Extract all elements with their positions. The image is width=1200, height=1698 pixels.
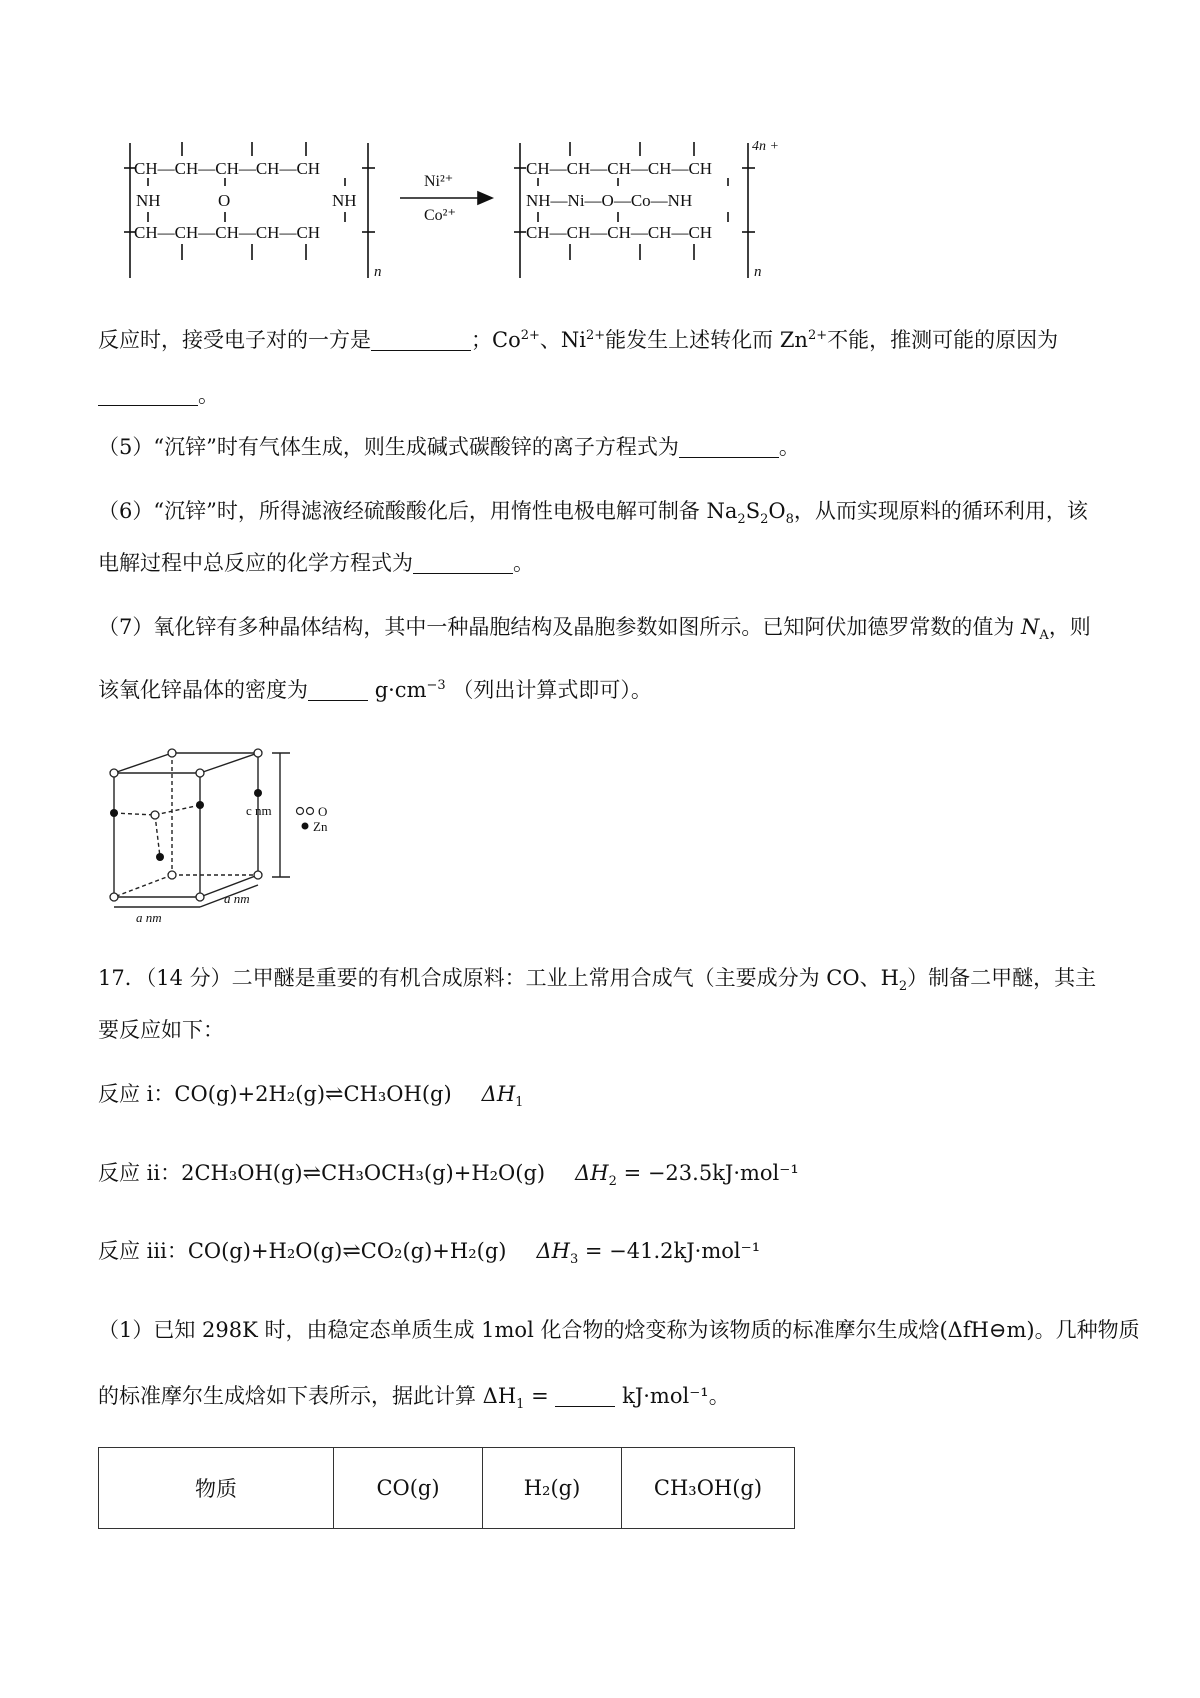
reaction-ii-lhs: 2CH₃OH(g)	[181, 1161, 303, 1185]
equilibrium-arrow-icon: ⇌	[302, 1161, 322, 1186]
standard-enthalpy-symbol: (ΔfH⊖m)	[939, 1318, 1035, 1342]
q6-sub-3: 8	[785, 512, 794, 528]
q6-line2	[98, 548, 534, 578]
reaction-ii-dh-sub: 2	[608, 1174, 617, 1190]
q17-h2-sub: 2	[898, 979, 908, 995]
q7-blank	[308, 678, 368, 701]
table-header-h2: H₂(g)	[483, 1448, 622, 1529]
table-header-ch3oh: CH₃OH(g)	[622, 1448, 795, 1529]
avogadro-subscript: A	[1039, 628, 1049, 644]
q7-text-b: ，则	[1048, 615, 1091, 639]
q17-p1-unit: kJ·mol⁻¹	[622, 1384, 709, 1408]
q7-line1	[98, 612, 1091, 642]
polymer-reaction-diagram	[100, 128, 820, 288]
q17-p1-equals: =	[531, 1384, 549, 1408]
right-polymer-row2: NH—Ni—O—Co—NH	[526, 191, 693, 210]
q6-s: S	[745, 499, 761, 523]
a-dimension-label-1: a nm	[136, 910, 162, 925]
enthalpy-table	[98, 1447, 795, 1529]
q17-intro-line1	[98, 963, 1096, 993]
q4-text-d: 不能，推测可能的原因为	[827, 328, 1059, 352]
left-polymer-subscript: n	[374, 264, 382, 280]
q6-line2-text: 电解过程中总反应的化学方程式为	[98, 551, 413, 575]
q6-line1	[98, 496, 1088, 526]
q4-line2	[98, 380, 219, 410]
q17-intro-a: 17．（14 分）二甲醚是重要的有机合成原料：工业上常用合成气（主要成分为 CO、H	[98, 966, 899, 990]
reaction-i-dh: ΔH	[481, 1082, 516, 1106]
reaction-iii-label: 反应 iii：	[98, 1239, 188, 1263]
q6-sub-2: 2	[760, 512, 769, 528]
q5-line	[98, 432, 800, 462]
arrow-label-co: Co²⁺	[424, 207, 456, 224]
q6-sub-1: 2	[737, 512, 746, 528]
q17-intro-line2-text: 要反应如下：	[98, 1018, 224, 1042]
q17-intro-line2	[98, 1015, 224, 1045]
reaction-iii-dh-sub: 3	[569, 1252, 579, 1268]
q4-text-b: ；Co	[471, 328, 521, 352]
reaction-iii-rhs: CO₂(g)+H₂(g)	[360, 1239, 507, 1263]
reaction-iii	[98, 1236, 760, 1267]
q6-text-a: （6）“沉锌”时，所得滤液经硫酸酸化后，用惰性电极电解可制备 Na	[98, 499, 738, 523]
q4-end: 。	[198, 383, 219, 407]
reaction-ii	[98, 1158, 799, 1189]
right-polymer-row1: CH—CH—CH—CH—CH	[526, 159, 713, 178]
c-dimension-label: c nm	[246, 803, 272, 818]
q17-p1-dh-sub: 1	[516, 1397, 525, 1413]
right-polymer-subscript: n	[754, 264, 762, 280]
right-polymer-row3: CH—CH—CH—CH—CH	[526, 223, 713, 242]
q5-text: （5）“沉锌”时有气体生成，则生成碱式碳酸锌的离子方程式为	[98, 435, 679, 459]
left-polymer-nh2: NH	[332, 191, 357, 210]
reaction-i-rhs: CH₃OH(g)	[343, 1082, 452, 1106]
q17-p1-line2-end: 。	[708, 1384, 730, 1408]
right-polymer-charge: 4n +	[752, 139, 779, 154]
q17-p1-text: （1）已知 298K 时，由稳定态单质生成 1mol 化合物的焓变称为该物质的标准摩尔生成焓	[98, 1318, 940, 1342]
q4-text-a: 反应时，接受电子对的一方是	[98, 328, 371, 352]
q17-p1-line2	[98, 1381, 730, 1411]
q17-intro-b: ）制备二甲醚，其主	[907, 966, 1097, 990]
left-polymer-nh1: NH	[136, 191, 161, 210]
q7-unit: g·cm	[374, 678, 427, 702]
reaction-ii-dh: ΔH	[575, 1161, 609, 1185]
table-header-substance: 物质	[99, 1448, 334, 1529]
ni-charge: 2+	[585, 328, 606, 343]
q5-blank	[679, 435, 779, 458]
q4-text-sep: 、Ni	[539, 328, 586, 352]
q6-end: 。	[513, 551, 534, 575]
reaction-iii-lhs: CO(g)+H₂O(g)	[187, 1239, 343, 1263]
q4-blank-2	[98, 383, 198, 406]
reaction-iii-value: = −41.2kJ·mol⁻¹	[584, 1239, 761, 1263]
co-charge: 2+	[520, 328, 540, 343]
o-legend-label: O	[318, 804, 328, 819]
q17-p1-line2-text: 的标准摩尔生成焓如下表所示，据此计算 ΔH	[98, 1384, 517, 1408]
q4-text-c: 能发生上述转化而 Zn	[605, 328, 808, 352]
a-dimension-label-2: a nm	[224, 891, 250, 906]
q6-o: O	[768, 499, 786, 523]
left-polymer-o: O	[218, 191, 231, 210]
equilibrium-arrow-icon: ⇌	[325, 1082, 344, 1107]
reaction-ii-rhs: CH₃OCH₃(g)+H₂O(g)	[321, 1161, 546, 1185]
q5-end: 。	[778, 435, 800, 459]
q4-line1	[98, 325, 1058, 355]
table-row	[99, 1448, 795, 1529]
q7-unit-exp: −3	[426, 678, 446, 693]
q17-p1-blank	[555, 1384, 615, 1407]
q17-p1-end: 。几种物质	[1034, 1318, 1140, 1342]
reaction-i-dh-sub: 1	[515, 1095, 524, 1111]
q7-line2-end: （列出计算式即可）。	[452, 678, 652, 702]
table-header-co: CO(g)	[334, 1448, 483, 1529]
equilibrium-arrow-icon: ⇌	[342, 1239, 361, 1264]
reaction-iii-dh: ΔH	[536, 1239, 570, 1263]
q7-line2	[98, 675, 652, 705]
zn-charge: 2+	[807, 328, 828, 343]
q7-text-a: （7）氧化锌有多种晶体结构，其中一种晶胞结构及晶胞参数如图所示。已知阿伏加德罗常数的值为	[98, 615, 1015, 639]
q6-text-b: ，从而实现原料的循环利用，该	[793, 499, 1088, 523]
avogadro-symbol: N	[1021, 615, 1040, 639]
reaction-i-lhs: CO(g)+2H₂(g)	[174, 1082, 326, 1106]
crystal-cell-diagram	[100, 745, 400, 925]
q4-blank-1	[371, 328, 471, 351]
left-polymer-row1: CH—CH—CH—CH—CH	[134, 159, 321, 178]
reaction-i-label: 反应 i：	[98, 1082, 175, 1106]
left-polymer-row3: CH—CH—CH—CH—CH	[134, 223, 321, 242]
arrow-label-ni: Ni²⁺	[424, 173, 454, 190]
q7-line2-text: 该氧化锌晶体的密度为	[98, 678, 308, 702]
reaction-ii-label: 反应 ii：	[98, 1161, 182, 1185]
q6-blank	[413, 551, 513, 574]
zn-legend-label: Zn	[313, 819, 328, 834]
reaction-i	[98, 1079, 523, 1110]
reaction-ii-value: = −23.5kJ·mol⁻¹	[623, 1161, 799, 1185]
q17-p1-line1	[98, 1315, 1140, 1345]
